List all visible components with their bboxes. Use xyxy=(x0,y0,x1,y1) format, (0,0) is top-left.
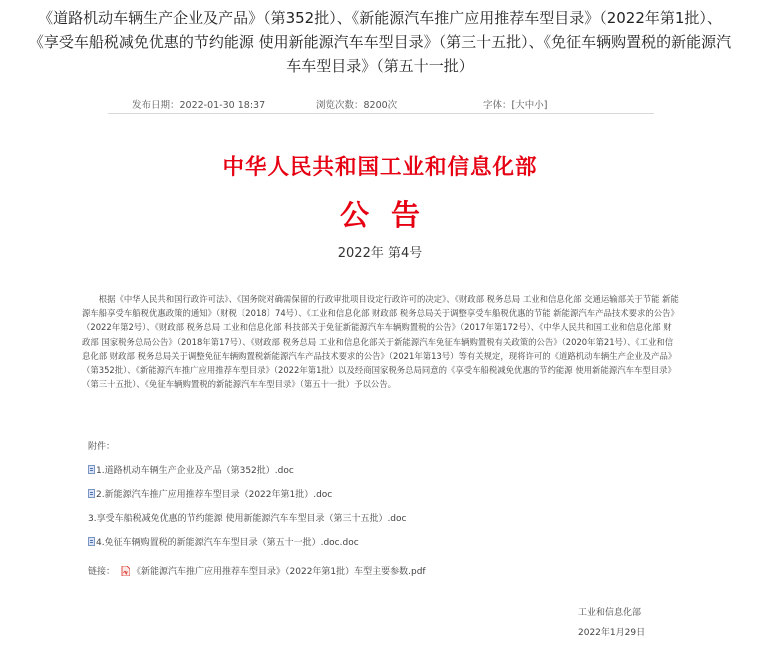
notice-heading: 公告 xyxy=(339,198,442,232)
page-title: 《道路机动车辆生产企业及产品》（第352批）、《新能源汽车推广应用推荐车型目录》（2022年第1批）、《享受车船税减免优惠的节约能源 使用新能源汽车车型目录》（第三十五批）、《免征车辆购置税的新能源汽车车型目录》（第五十一批） xyxy=(28,9,732,75)
notice-body: 根据《中华人民共和国行政许可法》、《国务院对确需保留的行政审批项目设定行政许可的决定》、《财政部 税务总局 工业和信息化部 交通运输部关于节能 新能源车船享受车船税优惠政策的通知》（财税〔2018〕74号）、《工业和信息化部 财政部 税务总局关于调整享受车船税优惠的节能 新能源汽车产品技术要求的公告》（2022年第2号）、《财政部 税务总局 工业和信息化部 科技部关于免征新能源汽车车辆购置税的公告》（2017年第172号）、《中华人民共和国工业和信息化部 财政部 国家税务总局公告》（2018年第17号）、《财政部 税务总局 工业和信息化部关于新能源汽车免征车辆购置税有关政策的公告》（2020年第21号）、《工业和信息化部 财政部 税务总局关于调整免征车辆购置税新能源汽车产品技术要求的公告》（2021年第13号）等有关规定，现将许可的《道路机动车辆生产企业及产品》（第352批）、《新能源汽车推广应用推荐车型目录》（2022年第1批）以及经商国家税务总局同意的《享受车船税减免优惠的节约能源 使用新能源汽车车型目录》（第三十五批）、《免征车辆购置税的新能源汽车车型目录》（第五十一批）予以公告。 xyxy=(82,294,679,390)
link-label: 链接： xyxy=(88,567,116,577)
signature-org: 工业和信息化部 xyxy=(578,608,642,618)
article-meta xyxy=(108,95,654,112)
pdf-file-icon xyxy=(121,566,130,576)
doc-file-icon xyxy=(88,537,95,546)
attachment-link[interactable] xyxy=(88,511,608,524)
document-number: 2022年 第4号 xyxy=(337,246,423,261)
attachments-section xyxy=(88,439,608,559)
attachment-label[interactable]: 4.免征车辆购置税的新能源汽车车型目录（第五十一批）.doc.doc xyxy=(96,538,359,548)
issuing-organization: 中华人民共和国工业和信息化部 xyxy=(222,155,538,180)
font-size-label: 字体： xyxy=(483,100,512,111)
attachment-label[interactable]: 3.享受车船税减免优惠的节约能源 使用新能源汽车车型目录（第三十五批）.doc xyxy=(88,514,407,524)
font-size-options[interactable]: [大中小] xyxy=(511,100,548,111)
attachment-label[interactable]: 2.新能源汽车推广应用推荐车型目录（2022年第1批）.doc xyxy=(96,490,333,500)
signature-date: 2022年1月29日 xyxy=(578,628,646,638)
attachment-label[interactable]: 1.道路机动车辆生产企业及产品（第352批）.doc xyxy=(96,466,294,476)
pdf-link[interactable]: 《新能源汽车推广应用推荐车型目录》（2022年第1批）车型主要参数.pdf xyxy=(132,567,426,577)
attachments-label: 附件： xyxy=(88,442,116,452)
attachment-link[interactable] xyxy=(88,463,608,476)
signature-block xyxy=(578,605,645,638)
view-count: 浏览次数：8200次 xyxy=(316,100,398,111)
font-size-control xyxy=(483,97,547,111)
attachment-link[interactable] xyxy=(88,535,608,548)
related-link-row xyxy=(88,564,426,577)
doc-file-icon xyxy=(88,465,95,474)
attachment-link[interactable] xyxy=(88,487,608,500)
doc-file-icon xyxy=(88,489,95,498)
publish-date: 发布日期：2022-01-30 18:37 xyxy=(132,100,266,111)
header-divider xyxy=(108,113,654,114)
